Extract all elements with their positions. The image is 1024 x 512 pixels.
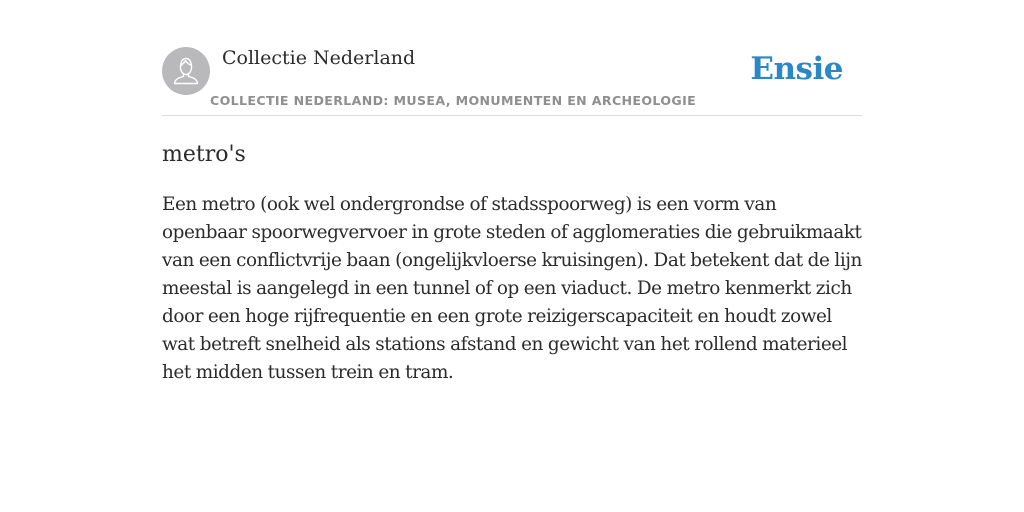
avatar[interactable] [162,47,210,95]
author-name[interactable]: Collectie Nederland [222,47,416,69]
definition-text: Een metro (ook wel ondergrondse of stadsspoorweg) is een vorm van openbaar spoorwegvervoer in grote steden of agglomeraties die gebruikmaakt van een conflictvrije baan (ongelijkvloerse kruisingen). Dat betekent dat de lijn meestal is aangelegd in een tunnel of op een viaduct. De metro kenmerkt zich door een hoge rijfrequentie en een grote reizigerscapaciteit en houdt zowel wat betreft snelheid als stations afstand en gewicht van het rollend materieel het midden tussen trein en tram. [162,194,862,383]
author-header [162,46,862,116]
definition-card [162,46,862,387]
term-title: metro's [162,142,246,167]
user-avatar-icon [162,47,210,95]
ensie-logo[interactable]: Ensie [750,51,843,87]
author-subtitle: COLLECTIE NEDERLAND: MUSEA, MONUMENTEN EN ARCHEOLOGIE [210,93,697,108]
